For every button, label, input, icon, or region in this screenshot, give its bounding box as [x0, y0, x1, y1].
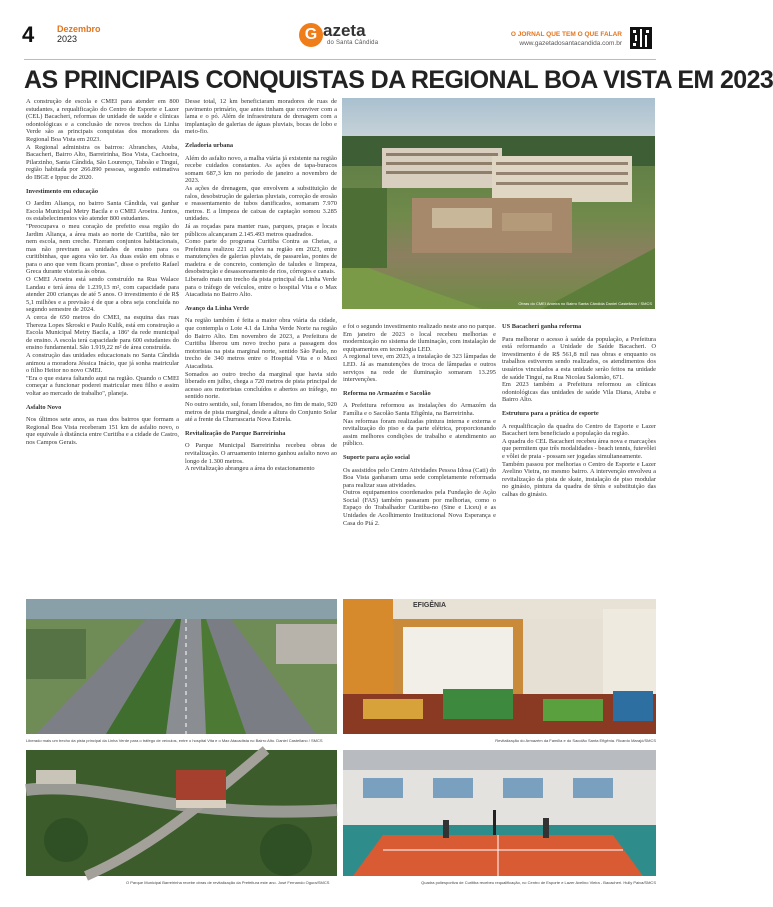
paragraph: e foi o segundo investimento realizado neste ano no parque. Em janeiro de 2023 o local recebeu melhorias e modernização no sistema de iluminação, com instalação de equipamentos em tecnologia LED. — [343, 323, 496, 353]
paragraph: Somados ao outro trecho da marginal que havia sido liberado em julho, chega a 720 metros de pista principal de acesso aos motoristas concluídos e abertos ao tráfego, no sentido norte. — [185, 370, 337, 401]
newspaper-logo[interactable] — [299, 23, 389, 55]
logo-text: azeta — [323, 21, 366, 40]
paragraph: O CMEI Aroeira está sendo construído na Rua Walace Landau e terá área de 1.239,13 m², com capacidade para atender 200 crianças de até 5 anos. O investimento é de R$ 5,1 milhões e a previsão é de que a obra seja concluída no segundo semestre de 2024. — [26, 276, 179, 314]
paragraph: "Era o que estava faltando aqui na região. Quando o CMEI começar a funcionar poderei matricular meu filho e assim voltar ao mercado de trabalho", planeja. — [26, 374, 179, 397]
paragraph: A regional teve, em 2023, a instalação de 323 lâmpadas de LED. Já as manutenções de troca de lâmpadas e outros serviços na rede de iluminação somaram 13.295 intervenções. — [343, 353, 496, 384]
paragraph: Outros equipamentos coordenados pela Fundação de Ação Social (FAS) também passaram por melhorias, como o Espaço do Trabalhador Curitiba-no (Sine e Liceu) e as Unidades de Acolhimento Institucional Nova Esperança e Casa do Piá 2. — [343, 489, 496, 527]
paragraph: A cerca de 650 metros do CMEI, na esquina das ruas Thereza Lopes Skroski e Paulo Kulik, está em construção a Escola Municipal Metry Bacila, a 186ª da rede municipal de ensino. A escola terá capacidade para 600 estudantes do ensino fundamental. São 1.919,22 m² de área construída. — [26, 314, 179, 352]
paragraph: Além do asfalto novo, a malha viária já existente na região recebe cuidados constantes. As ações de tapa-buracos somam 687,3 km no período de janeiro a novembro de 2023. — [185, 154, 337, 185]
article-column-4 — [502, 323, 656, 594]
armazem-photo — [343, 599, 656, 743]
article-column-1 — [26, 98, 179, 594]
paragraph: O Parque Municipal Barreirinha recebeu obras de revitalização. O arruamento interno ganhou asfalto novo ao longo de 1.300 metros. — [185, 442, 337, 465]
linha-verde-photo — [26, 599, 337, 743]
paragraph: Também passou por melhorias o Centro de Esporte e Lazer Avelino Vieira, no mesmo bairro. A intervenção envolveu a revitalização da pista de skate, instalação de piso modular no ginásio, pintura da quadra de tênis e substituição das calhas do ginásio. — [502, 460, 656, 498]
paragraph: Como parte do programa Curitiba Contra as Cheias, a Prefeitura realizou 221 ações na região em 2023, entre manutenções de galerias pluviais, de passarelas, pontes de madeira e de concreto, contenção de taludes e limpeza, desobstrução e desassoreamento de rios, córregos e canais. — [185, 238, 337, 276]
website-link[interactable]: www.gazetadosantacandida.com.br — [519, 40, 622, 47]
qr-code-icon[interactable] — [630, 27, 652, 49]
slogan: O JORNAL QUE TEM O QUE FALAR — [510, 31, 622, 38]
section-heading: US Bacacheri ganha reforma — [502, 323, 582, 330]
issue-year: 2023 — [57, 34, 78, 44]
issue-date — [57, 24, 101, 44]
section-heading: Estrutura para a prática de esporte — [502, 409, 599, 417]
section-heading: Avanço da Linha Verde — [185, 304, 249, 312]
quadra-poliesportiva-photo — [343, 750, 656, 885]
paragraph: A construção das unidades educacionais no Santa Cândida animou a moradora Jéssica Inácio, que já sonha matricular o filho Heitor no novo CMEI. — [26, 352, 179, 375]
article-column-2 — [185, 98, 337, 594]
paragraph: A Regional administra os bairros: Abranches, Atuba, Bacacheri, Bairro Alto, Barreirinha, Boa Vista, Cachoeira, Pilarzinho, Santa Cândida, São Lourenço, Taboão e Tinguí, região habitada por 266.890 pessoas, segundo estimativa do IBGE e Ippuc de 2020. — [26, 143, 179, 181]
cmei-construction-photo — [342, 98, 655, 309]
paragraph: Na região também é feita a maior obra viária da cidade, que contempla o Lote 4.1 da Linha Verde Norte na região do Bairro Alto. Em novembro de 2023, a Prefeitura de Curitiba liberou um novo trecho para a passagem dos motoristas na pista marginal norte, sentido São Paulo, no trecho de 340 metros entre o Hospital Vita e o Maxi Atacadista. — [185, 317, 337, 370]
paragraph: "Preocupava o meu coração de prefeito essa região do Jardim Aliança, a área mais ao norte de Curitiba, não ter nem escola, nem creche. Fizeram conjuntos habitacionais, mas não previram as unidades de ensino para os curitibinhas, que agora vão ter. As duas estão em obras e para o ano que vem ficam prontas", disse o prefeito Rafael Greca durante vistoria às obras. — [26, 222, 179, 276]
paragraph: Já as roçadas para manter ruas, parques, praças e locais públicos alcançaram 2.145.493 metros quadrados. — [185, 222, 337, 238]
paragraph: A requalificação da quadra do Centro de Esporte e Lazer Bacacheri tem beneficiado a população da região. — [502, 422, 656, 438]
paragraph: A Prefeitura reformou as instalações do Armazém da Família e o Sacolão Santa Efigênia, na Barreirinha. — [343, 402, 496, 417]
section-heading: Asfalto Novo — [26, 403, 62, 411]
paragraph: Nos últimos sete anos, as ruas dos bairros que formam a Regional Boa Vista receberam 151 km de asfalto novo, o que equivale à distância entre Curitiba e a cidade de Castro, nos Campos Gerais. — [26, 416, 179, 446]
photo-illustration — [342, 98, 655, 309]
paragraph: Para melhorar o acesso à saúde da população, a Prefeitura está reformando a Unidade de Saúde Bacacheri. O investimento é de R$ 561,8 mil nas obras e enquanto os trabalhos estiverem sendo realizados, os atendimentos dos usuários vinculados a esta unidade serão feitos na unidade de saúde Tinguí, na Rua Nicolau Salomão, 671. — [502, 335, 656, 381]
logo-g-icon: G — [299, 23, 323, 47]
section-heading: Zeladoria urbana — [185, 141, 234, 149]
paragraph: Os assistidos pelo Centro Atividades Pessoa Idosa (Cati) do Boa Vista ganharam uma sede completamente reformada para realizar suas atividades. — [343, 466, 496, 489]
photo-caption: O Parque Municipal Barreirinha recebe obras de revitalização da Prefeitura este ano. José Fernando Ogura/SMCS — [126, 880, 330, 885]
photo-caption: Quadra poliesportiva de Curitiba recebeu requalificação, no Centro de Esporte e Lazer Avelino Vieira - Bacacheri. Hully Paiva/SMCS — [421, 880, 656, 885]
photo-illustration — [343, 750, 656, 876]
store-sign: EFIGÊNIA — [413, 602, 447, 609]
headline: AS PRINCIPAIS CONQUISTAS DA REGIONAL BOA VISTA EM 2023 — [24, 66, 773, 94]
paragraph: A quadra do CEL Bacacheri recebeu área nova e marcações que permitem que três modalidades - beach tennis, futevôlei e vôlei de praia - possam ser jogadas simultaneamente. — [502, 437, 656, 460]
photo-caption: Obras do CMEI Aroeira no Bairro Santa Cândida Daniel Castellano / SMCS — [518, 301, 652, 306]
paragraph: Liberado mais um trecho da pista principal da Linha Verde para o tráfego de veículos, entre o hospital Vita e o Max Atacadista no Bairro Alto. — [185, 276, 337, 299]
page-number: 4 — [22, 22, 35, 47]
paragraph: As ações de drenagem, que envolvem a substituição de ralos, desobstrução de galerias pluviais, correção de erosão e reassentamento de tubos danificados, somaram 7.970 metros. E a limpeza de caixas de captação somou 3.285 unidades. — [185, 184, 337, 223]
paragraph: A revitalização abrangeu a área do estacionamento — [185, 465, 315, 473]
article-column-3 — [343, 323, 496, 594]
header-divider — [24, 59, 656, 60]
paragraph: Nas reformas foram realizadas pintura interna e externa e revitalização do piso e da parte elétrica, proporcionando assim melhores condições de trabalho e atendimento ao público. — [343, 417, 496, 448]
paragraph: No outro sentido, sul, foram liberados, no fim de maio, 920 metros de pista marginal, desde a altura do Conjunto Solar até a frente da Churrascaria Nova Estrela. — [185, 400, 337, 424]
parque-barreirinha-photo — [26, 750, 337, 885]
slogan-block — [511, 30, 622, 48]
section-heading: Investimento em educação — [26, 187, 99, 195]
section-heading: Revitalização do Parque Barreirinha — [185, 429, 286, 437]
photo-illustration — [26, 599, 337, 734]
issue-month: Dezembro — [57, 24, 101, 34]
paragraph: Em 2023 também a Prefeitura reformou as clínicas odontológicas das unidades de saúde Vila Diana, Atuba e Bairro Alto. — [502, 381, 656, 404]
paragraph: O Jardim Aliança, no bairro Santa Cândida, vai ganhar Escola Municipal Metry Bacila e o CMEI Aroeira. Juntos, os estabelecimentos vão atender 800 estudantes. — [26, 200, 179, 223]
paragraph: Desse total, 12 km beneficiaram moradores de ruas de pavimento primário, que antes tinham que conviver com a lama e o pó. Além de infraestrutura de drenagem com a implantação de galerias de águas pluviais, bocas de lobo e meio-fio. — [185, 98, 337, 136]
page-header — [0, 0, 680, 62]
photo-illustration — [26, 750, 337, 876]
photo-illustration — [343, 599, 656, 734]
paragraph: A construção de escola e CMEI para atender em 800 estudantes, a requalificação do Centro de Esporte e Lazer (CEL) Bacacheri, reformas de unidade de saúde e clínicas odontológicas e a conclusão de novos trechos da Linha Verde são as principais conquistas dos moradores da Regional Boa Vista em 2023. — [26, 98, 179, 143]
photo-caption: Revitalização do Armazém da Família e do Sacolão Santa Efigênia. Ricardo Marajó/SMCS — [495, 738, 656, 743]
section-heading: Reforma no Armazém e Sacolão — [343, 389, 431, 397]
logo-subtitle: do Santa Cândida — [327, 40, 379, 46]
photo-caption: Liberado mais um trecho da pista principal da Linha Verde para o tráfego de veículos, entre o hospital Vita e o Max Atacadista no Bairro Alto. Daniel Castellano / SMCS — [26, 738, 323, 743]
section-heading: Suporte para ação social — [343, 453, 410, 461]
